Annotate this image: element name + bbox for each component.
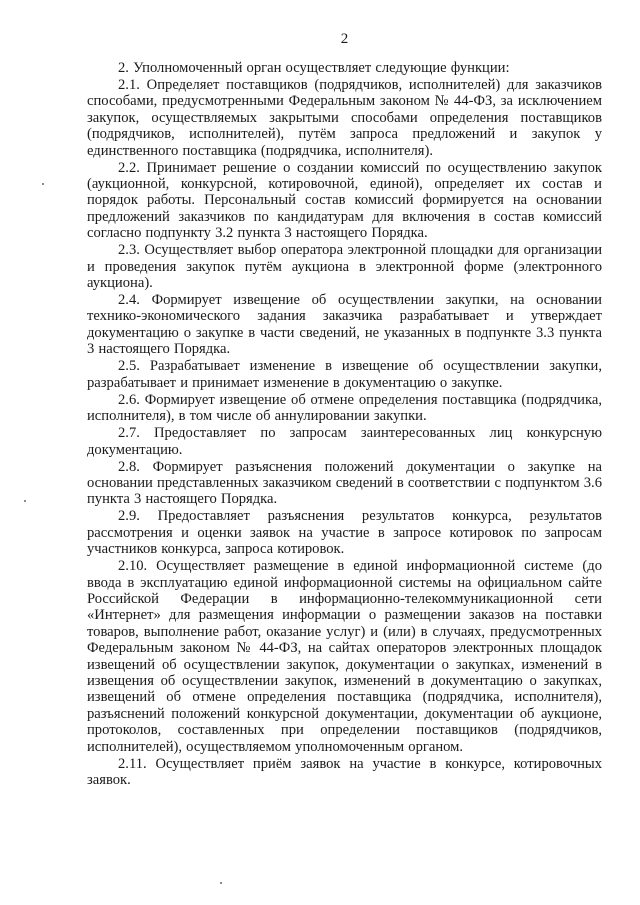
paragraph-2-8: 2.8. Формирует разъяснения положений документации о закупке на основании представленных заказчиком сведений в соответствии с подпунктом 3.6 пункта 3 настоящего Порядка. bbox=[87, 458, 602, 508]
paragraph-2-9: 2.9. Предоставляет разъяснения результатов конкурса, результатов рассмотрения и оценки заявок на участие в запросе котировок по запросам участников конкурса, запроса котировок. bbox=[87, 508, 602, 558]
paragraph-2-5: 2.5. Разрабатывает изменение в извещение об осуществлении закупки, разрабатывает и принимает изменение в документацию о закупке. bbox=[87, 358, 602, 391]
paragraph-2-1: 2.1. Определяет поставщиков (подрядчиков, исполнителей) для заказчиков способами, предусмотренными Федеральным законом № 44-ФЗ, за исключением закупок, осуществляемых закрытыми способами определения поставщиков (подрядчиков, исполнителей), путём запроса предложений и закупок у единственного поставщика (подрядчика, исполнителя). bbox=[87, 77, 602, 159]
scan-speck bbox=[42, 183, 44, 185]
scan-speck bbox=[24, 500, 26, 502]
page-number: 2 bbox=[340, 31, 349, 47]
paragraph-2-3: 2.3. Осуществляет выбор оператора электронной площадки для организации и проведения закупок путём аукциона в электронной форме (электронного аукциона). bbox=[87, 242, 602, 292]
paragraph-2-10: 2.10. Осуществляет размещение в единой информационной системе (до ввода в эксплуатацию единой информационной системы на официальном сайте Российской Федерации в информационно-телекоммуникационной сети «Интернет» для размещения информации о размещении заказов на поставки товаров, выполнение работ, оказание услуг) и (или) в случаях, предусмотренных Федеральным законом № 44-ФЗ, на сайтах операторов электронных площадок извещений об осуществлении закупок, документации о закупках, изменений в извещения об осуществлении закупок, изменений в документацию о закупках, извещений об отмене определения поставщика (подрядчика, исполнителя), разъяснений положений конкурсной документации, документации об аукционе, протоколов, составленных при определении поставщиков (подрядчиков, исполнителей), осуществляемом уполномоченным органом. bbox=[87, 558, 602, 755]
scan-speck bbox=[220, 882, 222, 884]
paragraph-2-7: 2.7. Предоставляет по запросам заинтересованных лиц конкурсную документацию. bbox=[87, 425, 602, 458]
paragraph-2: 2. Уполномоченный орган осуществляет следующие функции: bbox=[118, 60, 510, 76]
paragraph-2-2: 2.2. Принимает решение о создании комиссий по осуществлению закупок (аукционной, конкурсной, котировочной, единой), определяет их состав и порядок работы. Персональный состав комиссий формируется на основании предложений заказчиков по кандидатурам для включения в состав комиссий согласно подпункту 3.2 пункта 3 настоящего Порядка. bbox=[87, 159, 602, 242]
paragraph-2-11: 2.11. Осуществляет приём заявок на участие в конкурсе, котировочных заявок. bbox=[87, 755, 602, 788]
paragraph-2-4: 2.4. Формирует извещение об осуществлении закупки, на основании технико-экономического задания заказчика разрабатывает и утверждает документацию о закупке в части сведений, не указанных в подпункте 3.3 пункта 3 настоящего Порядка. bbox=[87, 292, 602, 358]
paragraph-2-6: 2.6. Формирует извещение об отмене определения поставщика (подрядчика, исполнителя), в том числе об аннулировании закупки. bbox=[87, 391, 602, 425]
